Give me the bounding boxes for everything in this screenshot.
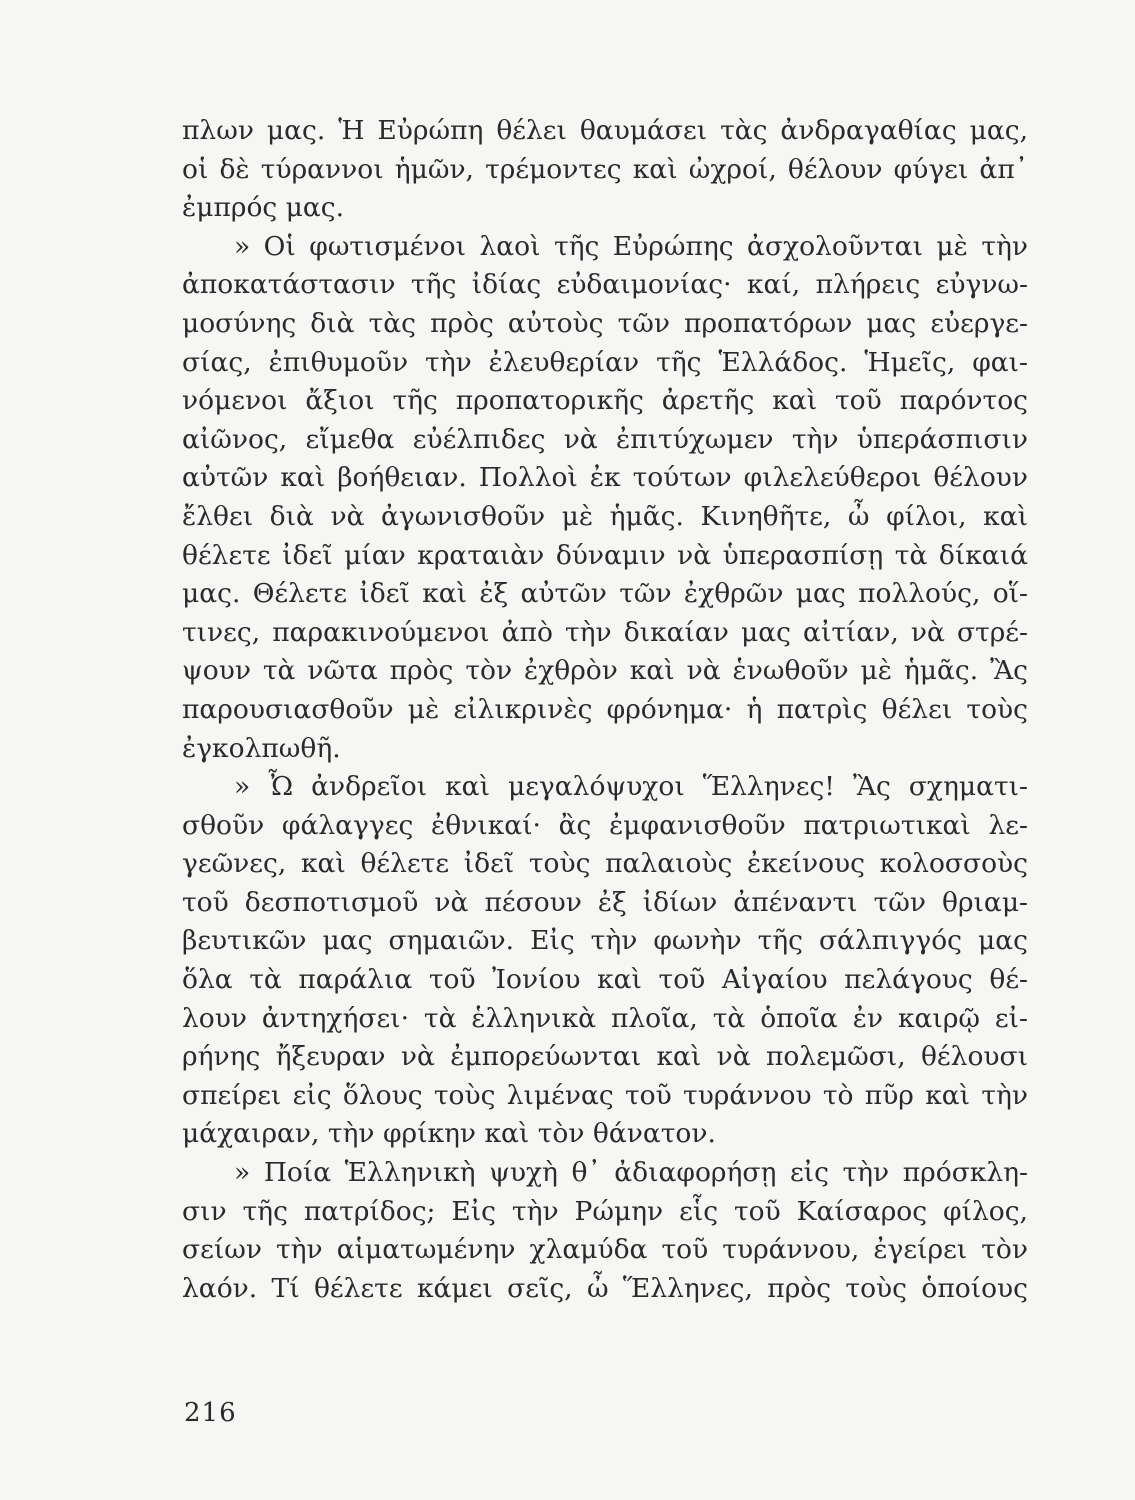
text-line: αὐτῶν καὶ βοήθειαν. Πολλοὶ ἐκ τούτων φιλελεύθεροι θέλουν <box>182 462 1028 494</box>
text-line: ἐγκολπωθῆ. <box>182 732 341 764</box>
text-line: θέλετε ἰδεῖ μίαν κραταιὰν δύναμιν νὰ ὑπερασπίσῃ τὰ δίκαιά <box>182 539 1028 571</box>
text-line: μας. Θέλετε ἰδεῖ καὶ ἐξ αὐτῶν τῶν ἐχθρῶν μας πολλούς, οἵ- <box>182 578 1028 610</box>
text-line: λουν ἀντηχήσει· τὰ ἑλληνικὰ πλοῖα, τὰ ὁποῖα ἐν καιρῷ εἰ- <box>182 1002 1028 1034</box>
text-line: » Ποία Ἑλληνικὴ ψυχὴ θ᾽ ἀδιαφορήσῃ εἰς τὴν πρόσκλη- <box>234 1157 1028 1189</box>
text-line: λαόν. Τί θέλετε κάμει σεῖς, ὦ Ἕλληνες, πρὸς τοὺς ὁποίους <box>182 1272 1028 1304</box>
text-line: σείων τὴν αἱματωμένην χλαμύδα τοῦ τυράννου, ἐγείρει τὸν <box>182 1234 1028 1266</box>
text-line: μοσύνης διὰ τὰς πρὸς αὐτοὺς τῶν προπατόρων μας εὐεργε- <box>182 307 1028 339</box>
text-line: πλων μας. Ἡ Εὐρώπη θέλει θαυμάσει τὰς ἀνδραγαθίας μας, <box>182 115 1028 146</box>
text-line: ἐμπρός μας. <box>182 192 345 224</box>
text-line: βευτικῶν μας σημαιῶν. Εἰς τὴν φωνὴν τῆς σάλπιγγός μας <box>182 925 1028 957</box>
text-line: παρουσιασθοῦν μὲ εἰλικρινὲς φρόνημα· ἡ πατρὶς θέλει τοὺς <box>182 693 1028 725</box>
text-line: τοῦ δεσποτισμοῦ νὰ πέσουν ἐξ ἰδίων ἀπέναντι τῶν θριαμ- <box>182 886 1028 918</box>
text-line: σίας, ἐπιθυμοῦν τὴν ἐλευθερίαν τῆς Ἑλλάδος. Ἡμεῖς, φαι- <box>182 346 1028 378</box>
text-line: ἀποκατάστασιν τῆς ἰδίας εὐδαιμονίας· καί, πλήρεις εὐγνω- <box>182 269 1028 301</box>
text-line: ὅλα τὰ παράλια τοῦ Ἰονίου καὶ τοῦ Αἰγαίου πελάγους θέ- <box>182 964 1028 996</box>
text-line: γεῶνες, καὶ θέλετε ἰδεῖ τοὺς παλαιοὺς ἐκείνους κολοσσοὺς <box>182 848 1028 880</box>
text-line: οἱ δὲ τύραννοι ἡμῶν, τρέμοντες καὶ ὠχροί, θέλουν φύγει ἀπ᾽ <box>182 153 1028 185</box>
text-line: ρήνης ἤξευραν νὰ ἐμπορεύωνται καὶ νὰ πολεμῶσι, θέλουσι <box>182 1041 1028 1073</box>
text-line: τινες, παρακινούμενοι ἀπὸ τὴν δικαίαν μας αἰτίαν, νὰ στρέ- <box>182 616 1028 648</box>
text-line: μάχαιραν, τὴν φρίκην καὶ τὸν θάνατον. <box>182 1118 716 1150</box>
text-line: σιν τῆς πατρίδος; Εἰς τὴν Ρώμην εἷς τοῦ Καίσαρος φίλος, <box>182 1195 1028 1227</box>
text-line: αἰῶνος, εἴμεθα εὐέλπιδες νὰ ἐπιτύχωμεν τὴν ὑπεράσπισιν <box>182 423 1028 455</box>
body-text <box>182 112 1028 1308</box>
text-line: σπείρει εἰς ὅλους τοὺς λιμένας τοῦ τυράννου τὸ πῦρ καὶ τὴν <box>182 1079 1028 1111</box>
text-line: σθοῦν φάλαγγες ἐθνικαί· ἂς ἐμφανισθοῦν πατριωτικαὶ λε- <box>182 809 1028 841</box>
page-number: 216 <box>184 1398 237 1428</box>
text-line: » Οἱ φωτισμένοι λαοὶ τῆς Εὐρώπης ἀσχολοῦνται μὲ τὴν <box>234 230 1028 262</box>
text-line: ψουν τὰ νῶτα πρὸς τὸν ἐχθρὸν καὶ νὰ ἑνωθοῦν μὲ ἡμᾶς. Ἂς <box>182 655 1028 687</box>
text-line: ἔλθει διὰ νὰ ἀγωνισθοῦν μὲ ἡμᾶς. Κινηθῆτε, ὦ φίλοι, καὶ <box>182 500 1028 532</box>
text-line: » Ὦ ἀνδρεῖοι καὶ μεγαλόψυχοι Ἕλληνες! Ἂς σχηματι- <box>234 771 1028 803</box>
text-line: νόμενοι ἄξιοι τῆς προπατορικῆς ἀρετῆς καὶ τοῦ παρόντος <box>182 385 1028 417</box>
